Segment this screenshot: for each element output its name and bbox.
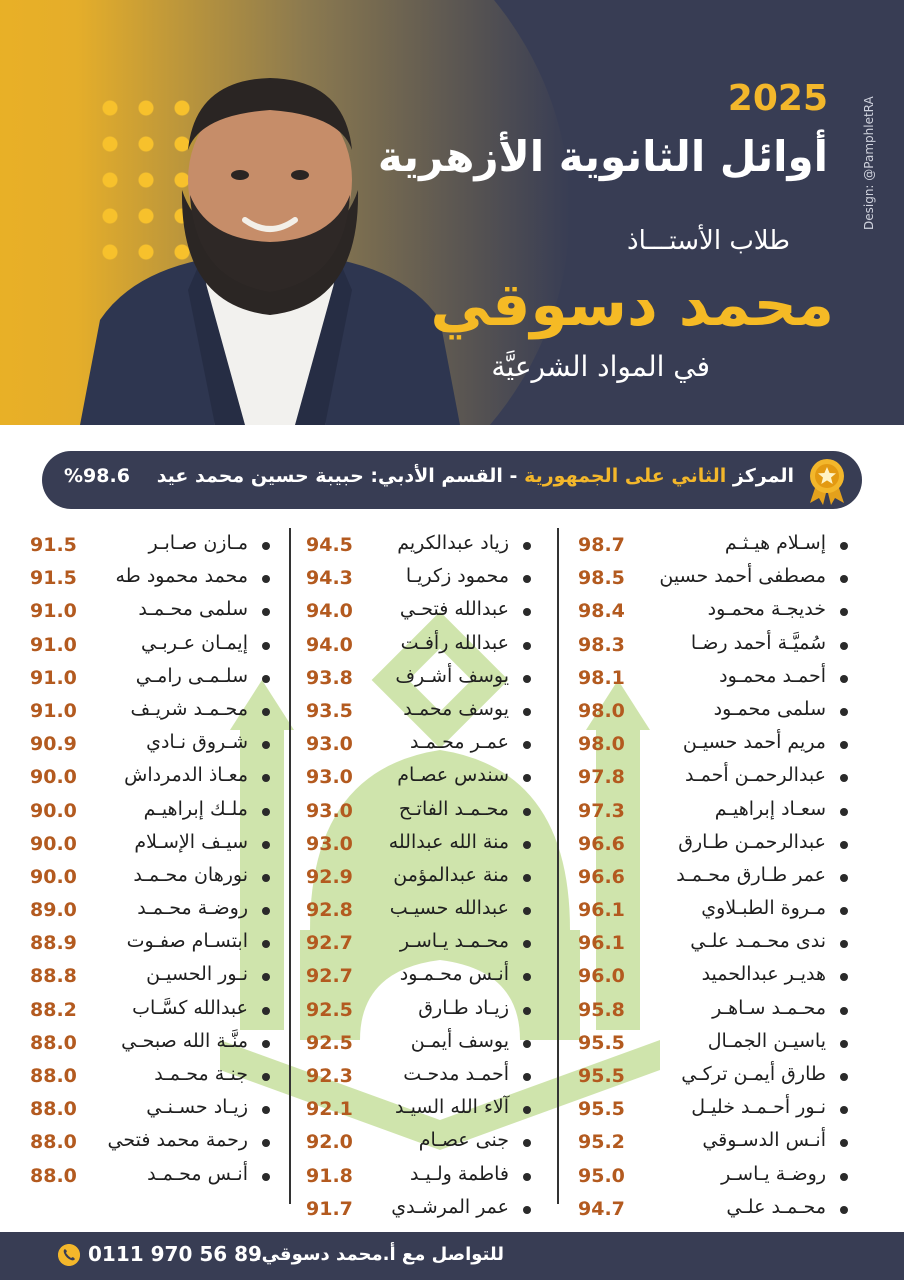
student-grade: 95.8 (578, 998, 625, 1021)
student-row (306, 995, 531, 1028)
bullet-icon (840, 608, 848, 616)
student-grade: 92.3 (306, 1065, 353, 1087)
bullet-icon (523, 608, 531, 616)
banner-rest: - القسم الأدبي: حبيبة حسين محمد عيد (156, 465, 518, 487)
bullet-icon (840, 542, 848, 550)
student-name: رحمة محمد فتحي (107, 1129, 248, 1152)
student-name: محـمـد الفاتـح (398, 797, 509, 820)
student-grade: 90.0 (30, 766, 77, 789)
student-grade: 96.6 (578, 832, 625, 855)
student-name: محـمـد شريـف (130, 697, 248, 720)
student-row (578, 1028, 848, 1061)
student-grade: 93.5 (306, 699, 353, 722)
student-grade: 94.0 (306, 633, 353, 656)
student-row (578, 796, 848, 829)
student-grade: 90.0 (30, 865, 77, 888)
student-name: سندس عصـام (397, 764, 509, 787)
top-student-banner (42, 451, 862, 509)
student-grade: 90.0 (30, 799, 77, 822)
bullet-icon (840, 907, 848, 915)
student-grade: 96.1 (578, 932, 625, 955)
student-grade: 88.0 (30, 1164, 77, 1187)
student-row (578, 1127, 848, 1160)
student-row (306, 729, 531, 762)
student-row (578, 1061, 848, 1094)
bullet-icon (840, 808, 848, 816)
student-name: روضـة محـمـد (137, 897, 248, 920)
bullet-icon (262, 841, 270, 849)
student-row (578, 630, 848, 663)
bullet-icon (523, 675, 531, 683)
bullet-icon (840, 708, 848, 716)
student-grade: 88.9 (30, 932, 77, 955)
bullet-icon (262, 675, 270, 683)
student-row (306, 596, 531, 629)
student-name: ياسيـن الجمـال (707, 1029, 826, 1052)
student-name: معـاذ الدمرداش (124, 764, 248, 787)
student-name: عبدالرحمـن طـارق (678, 830, 826, 853)
medal-icon (804, 457, 850, 505)
student-row (578, 961, 848, 994)
student-grade: 91.0 (30, 699, 77, 722)
year-label: 2025 (727, 78, 828, 119)
students-of-label: طلاب الأستـــاذ (627, 226, 790, 256)
bullet-icon (523, 774, 531, 782)
student-row (30, 663, 270, 696)
student-row (578, 862, 848, 895)
page-title: أوائل الثانوية الأزهرية (377, 132, 828, 181)
student-row (306, 895, 531, 928)
student-row (30, 1061, 270, 1094)
student-row (30, 729, 270, 762)
student-row (30, 530, 270, 563)
bullet-icon (262, 1139, 270, 1147)
student-row (30, 1127, 270, 1160)
student-grade: 93.8 (306, 666, 353, 689)
student-grade: 88.0 (30, 1065, 77, 1087)
student-name: ندى محـمـد علـي (690, 930, 826, 953)
student-row (578, 1161, 848, 1194)
student-name: فاطمة ولـيـد (409, 1162, 509, 1185)
bullet-icon (840, 575, 848, 583)
bullet-icon (262, 808, 270, 816)
student-name: أحمـد محمـود (719, 664, 826, 687)
student-grade: 98.1 (578, 666, 625, 689)
bullet-icon (523, 1040, 531, 1048)
bullet-icon (840, 973, 848, 981)
student-grade: 91.0 (30, 666, 77, 689)
teacher-name: محمد دسوقي (430, 270, 834, 340)
student-name: إسـلام هيـثـم (724, 532, 826, 554)
student-name: إيمـان عـربـي (141, 631, 248, 654)
bullet-icon (840, 1007, 848, 1015)
student-grade: 97.3 (578, 799, 625, 822)
student-name: يوسف أيمـن (410, 1029, 509, 1052)
student-name: عمـر محـمـد (410, 731, 509, 754)
student-grade: 95.5 (578, 1065, 625, 1087)
student-row (578, 928, 848, 961)
student-name: سُميَّـة أحمد رضـا (690, 631, 826, 654)
student-row (30, 862, 270, 895)
student-name: يوسف محمـد (403, 697, 509, 720)
student-grade: 96.0 (578, 965, 625, 988)
student-grade: 98.4 (578, 600, 625, 623)
phone-icon (58, 1244, 80, 1266)
student-name: جنى عصـام (418, 1129, 509, 1152)
contact-label: للتواصل مع أ.محمد دسوقي: (254, 1244, 504, 1265)
bullet-icon (523, 1106, 531, 1114)
student-row (578, 729, 848, 762)
student-name: مريم أحمد حسيـن (682, 731, 826, 754)
student-grade: 94.5 (306, 534, 353, 556)
student-grade: 90.9 (30, 733, 77, 756)
student-grade: 98.5 (578, 567, 625, 590)
bullet-icon (523, 1007, 531, 1015)
student-grade: 93.0 (306, 766, 353, 789)
bullet-icon (840, 1173, 848, 1181)
student-name: سيـف الإسـلام (134, 830, 248, 853)
bullet-icon (523, 874, 531, 882)
student-row (30, 630, 270, 663)
student-grade: 92.5 (306, 998, 353, 1021)
student-grade: 97.8 (578, 766, 625, 789)
bullet-icon (523, 1073, 531, 1081)
student-name: يوسف أشـرف (395, 664, 509, 687)
banner-highlight: الثاني على الجمهورية (524, 465, 727, 487)
students-column-3 (30, 530, 270, 1194)
bullet-icon (523, 973, 531, 981)
student-grade: 92.1 (306, 1098, 353, 1121)
bullet-icon (523, 907, 531, 915)
student-grade: 91.5 (30, 567, 77, 590)
student-name: مـروة الطبـلاوي (701, 897, 826, 920)
student-row (306, 1161, 531, 1194)
bullet-icon (523, 841, 531, 849)
student-grade: 91.7 (306, 1197, 353, 1220)
student-row (306, 862, 531, 895)
bullet-icon (523, 1173, 531, 1181)
student-name: عبدالله حسيـب (389, 897, 509, 920)
student-row (306, 563, 531, 596)
student-row (30, 596, 270, 629)
students-column-1 (578, 530, 848, 1227)
student-grade: 94.0 (306, 600, 353, 623)
bullet-icon (523, 808, 531, 816)
student-row (30, 1161, 270, 1194)
student-name: عمر طـارق محـمـد (676, 863, 826, 886)
student-name: ابتسـام صفـوت (126, 930, 248, 953)
student-row (306, 1094, 531, 1127)
student-name: نـور أحـمـد خليـل (691, 1096, 826, 1119)
student-row (30, 696, 270, 729)
student-grade: 92.5 (306, 1031, 353, 1054)
student-name: محـمـد سـاهـر (712, 996, 826, 1019)
student-row (306, 1028, 531, 1061)
student-row (30, 762, 270, 795)
bullet-icon (840, 675, 848, 683)
student-row (306, 961, 531, 994)
bullet-icon (840, 1139, 848, 1147)
student-row (30, 796, 270, 829)
student-row (306, 530, 531, 563)
footer-contact-bar (0, 1232, 904, 1280)
student-row (578, 1194, 848, 1227)
subject-label: في المواد الشرعيَّة (491, 350, 710, 383)
student-name: ملـك إبراهيـم (143, 797, 248, 820)
student-grade: 93.0 (306, 799, 353, 822)
student-name: أنـس محـمـد (147, 1162, 248, 1185)
student-name: جنـة محـمـد (154, 1063, 248, 1085)
student-grade: 91.0 (30, 633, 77, 656)
bullet-icon (262, 874, 270, 882)
bullet-icon (840, 1106, 848, 1114)
student-name: عبدالرحمـن أحمـد (685, 764, 826, 787)
student-name: محـمـد علـي (726, 1195, 826, 1218)
student-row (306, 829, 531, 862)
student-grade: 88.0 (30, 1131, 77, 1154)
student-name: هديـر عبدالحميد (701, 963, 826, 986)
student-name: طارق أيمـن تركـي (681, 1063, 826, 1085)
design-credit-text: Design: @PamphletRA (862, 96, 876, 230)
student-grade: 95.0 (578, 1164, 625, 1187)
student-name: زيـاد طـارق (418, 996, 509, 1019)
student-name: منة عبدالمؤمن (393, 863, 509, 886)
student-row (30, 995, 270, 1028)
bullet-icon (523, 1206, 531, 1214)
student-name: سعـاد إبراهيـم (714, 797, 826, 820)
student-name: عبدالله كسَّـاب (132, 996, 248, 1019)
bullet-icon (262, 1007, 270, 1015)
bullet-icon (262, 575, 270, 583)
bullet-icon (840, 642, 848, 650)
student-name: خديجـة محمـود (707, 598, 826, 621)
student-row (30, 829, 270, 862)
student-row (578, 596, 848, 629)
phone-number[interactable]: 0111 970 56 89 (88, 1242, 262, 1266)
student-grade: 98.7 (578, 534, 625, 556)
bullet-icon (262, 973, 270, 981)
student-grade: 95.2 (578, 1131, 625, 1154)
bullet-icon (262, 608, 270, 616)
student-grade: 94.3 (306, 567, 353, 590)
student-row (30, 563, 270, 596)
student-grade: 88.8 (30, 965, 77, 988)
student-row (578, 1094, 848, 1127)
student-grade: 93.0 (306, 733, 353, 756)
bullet-icon (262, 1073, 270, 1081)
student-row (306, 663, 531, 696)
student-name: سلمى محمـود (713, 697, 826, 720)
student-name: سلـمـى رامـي (135, 664, 248, 687)
bullet-icon (262, 1040, 270, 1048)
student-grade: 94.7 (578, 1197, 625, 1220)
bullet-icon (840, 741, 848, 749)
bullet-icon (262, 542, 270, 550)
student-row (30, 1028, 270, 1061)
banner-prefix: المركز (732, 465, 794, 487)
student-name: عبدالله رأفـت (400, 631, 509, 654)
bullet-icon (840, 1040, 848, 1048)
student-grade: 92.7 (306, 932, 353, 955)
student-grade: 89.0 (30, 899, 77, 922)
student-name: محمود زكريـا (405, 565, 509, 588)
bullet-icon (840, 1206, 848, 1214)
student-row (578, 762, 848, 795)
student-name: منة الله عبدالله (388, 830, 509, 853)
student-row (578, 663, 848, 696)
student-row (306, 696, 531, 729)
student-row (30, 928, 270, 961)
teacher-photo (70, 70, 470, 425)
student-grade: 88.0 (30, 1098, 77, 1121)
student-grade: 92.9 (306, 865, 353, 888)
student-grade: 98.0 (578, 699, 625, 722)
bullet-icon (262, 940, 270, 948)
student-name: نورهان محـمـد (133, 863, 248, 886)
student-row (578, 696, 848, 729)
bullet-icon (523, 741, 531, 749)
student-row (306, 928, 531, 961)
student-row (30, 895, 270, 928)
bullet-icon (523, 1139, 531, 1147)
student-grade: 95.5 (578, 1031, 625, 1054)
bullet-icon (262, 774, 270, 782)
student-row (578, 995, 848, 1028)
student-name: عمر المرشـدي (391, 1195, 509, 1218)
bullet-icon (262, 1106, 270, 1114)
student-grade: 92.0 (306, 1131, 353, 1154)
bullet-icon (523, 642, 531, 650)
student-name: زياد عبدالكريم (397, 532, 509, 554)
student-name: مـازن صـابـر (148, 532, 248, 554)
student-name: روضـة يـاسـر (721, 1162, 826, 1185)
student-grade: 88.2 (30, 998, 77, 1021)
student-grade: 98.0 (578, 733, 625, 756)
bullet-icon (262, 741, 270, 749)
student-name: أنـس محـمـود (399, 963, 509, 986)
student-row (578, 563, 848, 596)
column-divider-right (557, 528, 559, 1204)
student-name: شـروق نـادي (146, 731, 248, 754)
student-row (306, 796, 531, 829)
student-name: مصطفى أحمد حسين (659, 565, 826, 588)
student-row (578, 829, 848, 862)
student-row (306, 1127, 531, 1160)
student-grade: 92.8 (306, 899, 353, 922)
student-grade: 98.3 (578, 633, 625, 656)
students-column-2 (306, 530, 531, 1227)
bullet-icon (840, 940, 848, 948)
student-row (306, 630, 531, 663)
top-student-text (157, 465, 794, 487)
bullet-icon (523, 575, 531, 583)
student-name: أنـس الدسـوقي (702, 1129, 826, 1152)
student-row (578, 895, 848, 928)
student-name: منَّـة الله صبحـي (121, 1029, 248, 1052)
design-credit (862, 40, 882, 230)
student-grade: 90.0 (30, 832, 77, 855)
bullet-icon (262, 642, 270, 650)
bullet-icon (523, 708, 531, 716)
student-grade: 88.0 (30, 1031, 77, 1054)
top-student-percent: %98.6 (64, 465, 130, 487)
student-name: أحمـد مدحـت (403, 1063, 509, 1085)
student-grade: 93.0 (306, 832, 353, 855)
bullet-icon (523, 542, 531, 550)
student-grade: 96.1 (578, 899, 625, 922)
student-grade: 91.8 (306, 1164, 353, 1187)
bullet-icon (840, 1073, 848, 1081)
student-row (306, 762, 531, 795)
student-name: عبدالله فتحـي (399, 598, 509, 621)
student-row (306, 1194, 531, 1227)
student-row (306, 1061, 531, 1094)
student-name: محمد محمود طه (115, 565, 248, 588)
bullet-icon (840, 841, 848, 849)
student-row (578, 530, 848, 563)
student-grade: 91.5 (30, 534, 77, 556)
bullet-icon (840, 774, 848, 782)
student-name: محـمـد يـاسـر (399, 930, 509, 953)
bullet-icon (840, 874, 848, 882)
student-grade: 91.0 (30, 600, 77, 623)
bullet-icon (262, 907, 270, 915)
student-name: نـور الحسيـن (146, 963, 248, 986)
student-name: زيـاد حسـنـي (146, 1096, 248, 1119)
student-grade: 96.6 (578, 865, 625, 888)
bullet-icon (262, 1173, 270, 1181)
bullet-icon (523, 940, 531, 948)
student-grade: 92.7 (306, 965, 353, 988)
student-name: سلمى محـمـد (138, 598, 248, 621)
student-row (30, 1094, 270, 1127)
student-name: آلاء الله السيـد (395, 1096, 509, 1119)
column-divider-left (289, 528, 291, 1204)
student-row (30, 961, 270, 994)
student-grade: 95.5 (578, 1098, 625, 1121)
header-banner (0, 0, 904, 425)
bullet-icon (262, 708, 270, 716)
